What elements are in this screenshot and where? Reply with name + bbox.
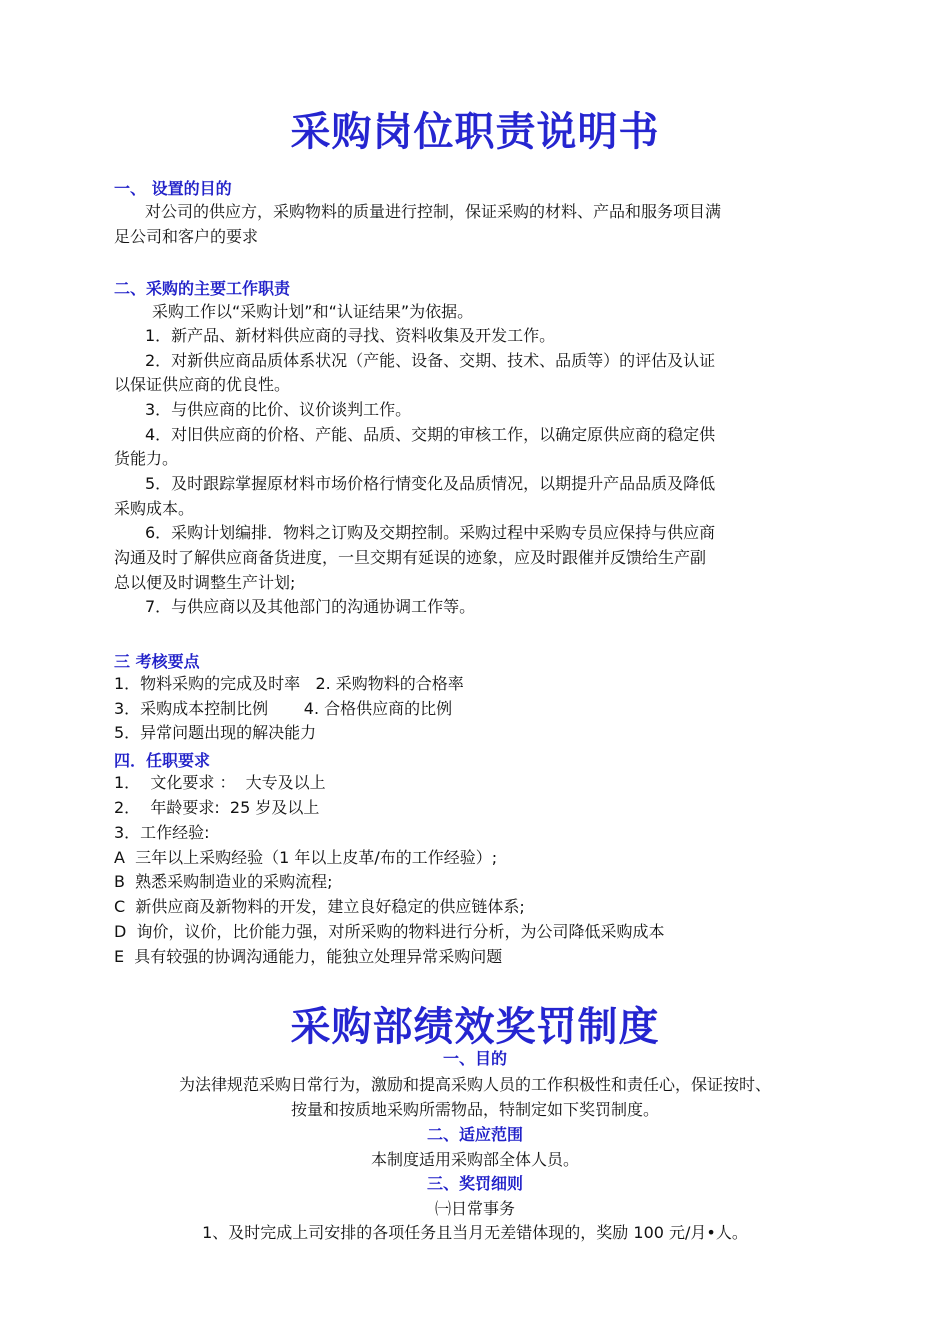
section-heading-assessment: 三 考核要点 xyxy=(114,652,200,671)
duty-item-cont: 沟通及时了解供应商备货进度，一旦交期有延误的迹象，应及时跟催并反馈给生产副 xyxy=(114,548,707,567)
doc2-subheading: ㈠日常事务 xyxy=(434,1199,515,1218)
requirement-item: 2． 年龄要求: 25 岁及以上 xyxy=(114,798,320,817)
doc2-heading-scope: 二、适应范围 xyxy=(426,1125,523,1144)
duty-item: 2．对新供应商品质体系状况（产能、设备、交期、技术、品质等）的评估及认证 xyxy=(145,351,716,370)
paragraph-line: 对公司的供应方，采购物料的质量进行控制，保证采购的材料、产品和服务项目满 xyxy=(145,202,722,221)
paragraph-line: 采购工作以“采购计划”和“认证结果”为依据。 xyxy=(152,302,474,321)
paragraph-line: 足公司和客户的要求 xyxy=(114,227,259,246)
doc-title: 采购岗位职责说明书 xyxy=(290,108,660,155)
duty-item-cont: 以保证供应商的优良性。 xyxy=(114,375,291,394)
duty-item-cont: 总以便及时调整生产计划; xyxy=(114,573,296,592)
doc2-paragraph-line: 本制度适用采购部全体人员。 xyxy=(370,1150,579,1169)
duty-item-cont: 货能力。 xyxy=(114,449,179,468)
assessment-item: 3．采购成本控制比例 4. 合格供应商的比例 xyxy=(114,699,453,718)
section-heading-requirements: 四．任职要求 xyxy=(114,751,211,770)
doc2-paragraph-line: 按量和按质地采购所需物品，特制定如下奖罚制度。 xyxy=(290,1100,659,1119)
requirement-item: D 询价，议价，比价能力强，对所采购的物料进行分析，为公司降低采购成本 xyxy=(114,922,665,941)
section-heading-purpose: 一、 设置的目的 xyxy=(114,179,232,198)
requirement-item: C 新供应商及新物料的开发，建立良好稳定的供应链体系; xyxy=(114,897,525,916)
assessment-item: 1．物料采购的完成及时率 2. 采购物料的合格率 xyxy=(114,674,464,693)
requirement-item: 3．工作经验: xyxy=(114,823,210,842)
doc2-title: 采购部绩效奖罚制度 xyxy=(290,1003,660,1050)
doc2-heading-rules: 三、奖罚细则 xyxy=(426,1174,523,1193)
assessment-item: 5．异常问题出现的解决能力 xyxy=(114,723,317,742)
duty-item: 6．采购计划编排．物料之订购及交期控制。采购过程中采购专员应保持与供应商 xyxy=(145,523,716,542)
requirement-item: E 具有较强的协调沟通能力，能独立处理异常采购问题 xyxy=(114,947,503,966)
requirement-item: 1． 文化要求 ： 大专及以上 xyxy=(114,773,326,792)
requirement-item: B 熟悉采购制造业的采购流程; xyxy=(114,872,333,891)
doc2-rule-item: 1、及时完成上司安排的各项任务且当月无差错体现的，奖励 100 元/月•人。 xyxy=(202,1223,748,1242)
duty-item: 1．新产品、新材料供应商的寻找、资料收集及开发工作。 xyxy=(145,326,556,345)
duty-item-cont: 采购成本。 xyxy=(114,499,195,518)
doc2-heading-purpose: 一、目的 xyxy=(442,1049,507,1068)
duty-item: 3．与供应商的比价、议价谈判工作。 xyxy=(145,400,412,419)
duty-item: 5．及时跟踪掌握原材料市场价格行情变化及品质情况，以期提升产品品质及降低 xyxy=(145,474,716,493)
duty-item: 4．对旧供应商的价格、产能、品质、交期的审核工作，以确定原供应商的稳定供 xyxy=(145,425,716,444)
requirement-item: A 三年以上采购经验（1 年以上皮革/布的工作经验）; xyxy=(114,848,498,867)
duty-item: 7．与供应商以及其他部门的沟通协调工作等。 xyxy=(145,597,476,616)
section-heading-duties: 二、采购的主要工作职责 xyxy=(114,279,291,298)
doc2-paragraph-line: 为法律规范采购日常行为，激励和提高采购人员的工作积极性和责任心，保证按时、 xyxy=(178,1075,771,1094)
